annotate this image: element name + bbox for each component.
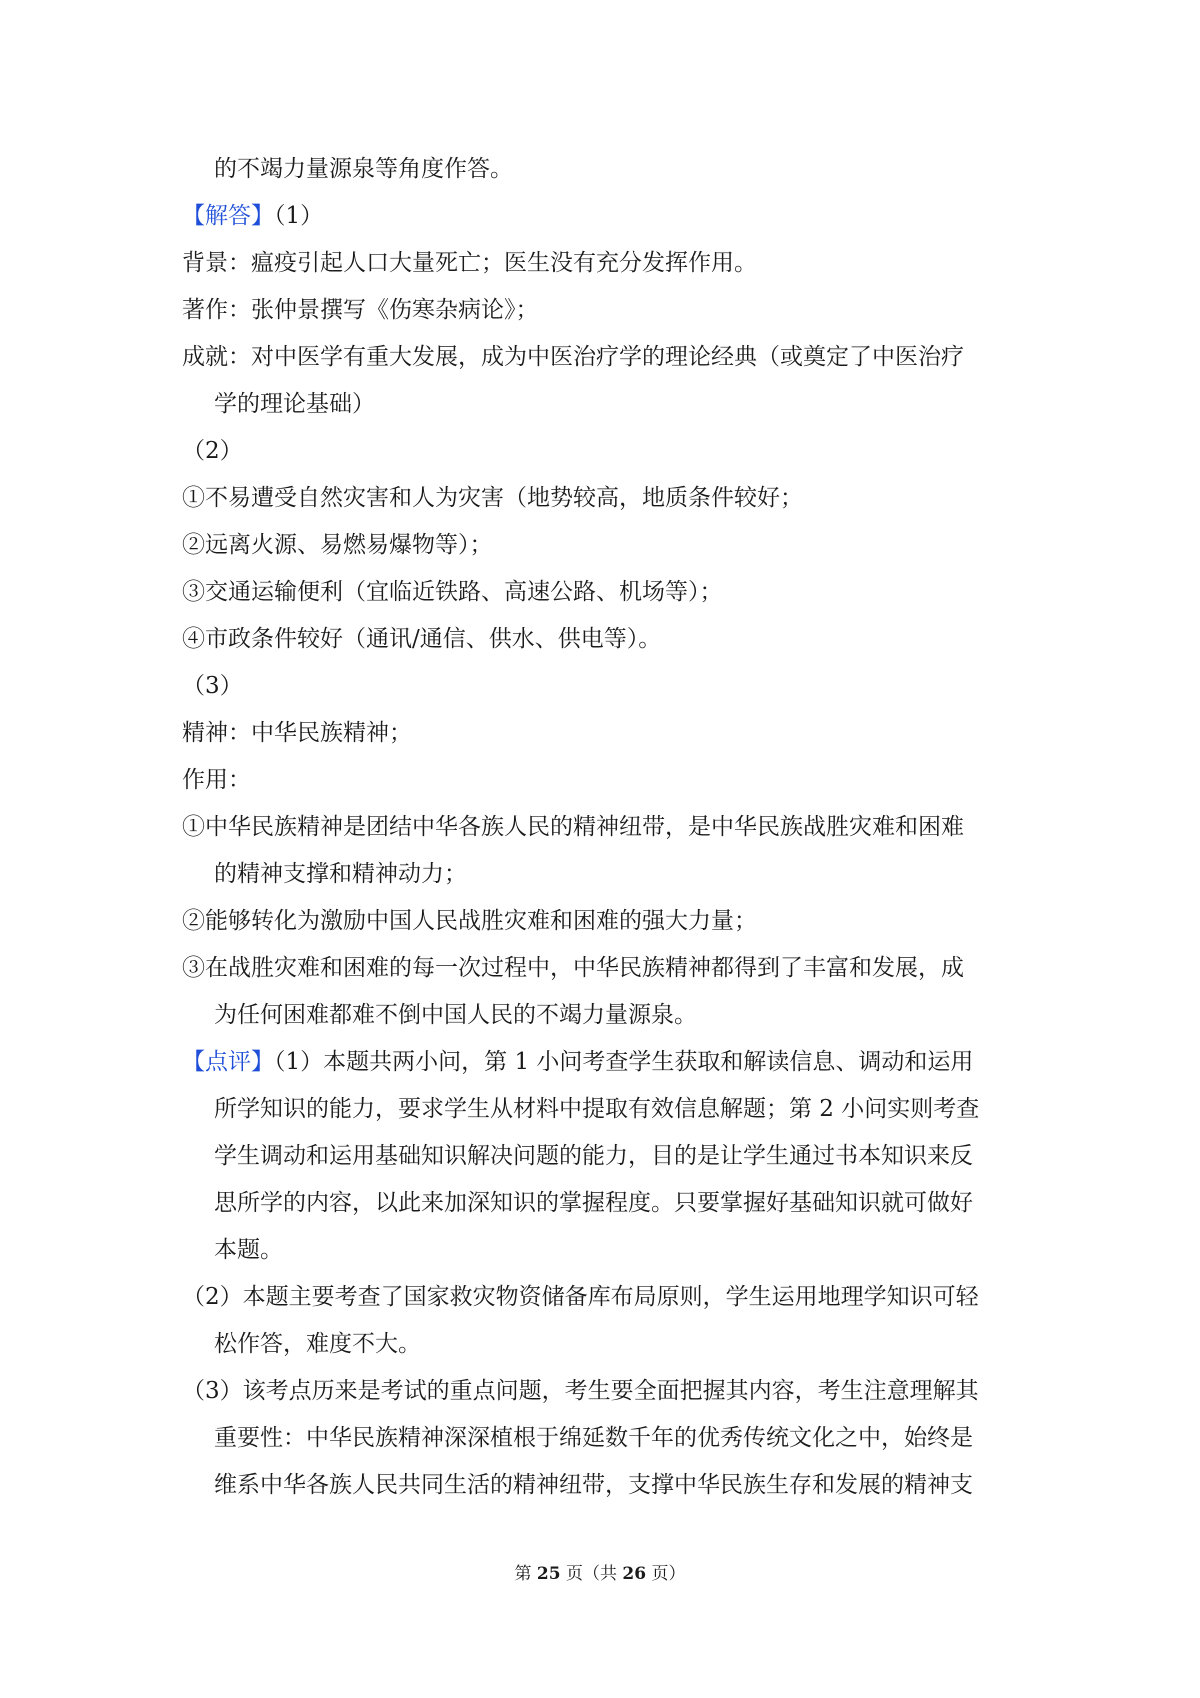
text-line: 的精神支撑和精神动力； bbox=[214, 861, 467, 887]
list-item: ③在战胜灾难和困难的每一次过程中，中华民族精神都得到了丰富和发展，成 bbox=[182, 955, 964, 981]
footer-middle: 页（共 bbox=[560, 1564, 623, 1584]
text-line: 本题。 bbox=[214, 1237, 283, 1263]
text-line: 为任何困难都难不倒中国人民的不竭力量源泉。 bbox=[214, 1002, 697, 1028]
list-item: ①中华民族精神是团结中华各族人民的精神纽带，是中华民族战胜灾难和困难 bbox=[182, 814, 964, 840]
text-line: 学生调动和运用基础知识解决问题的能力，目的是让学生通过书本知识来反 bbox=[214, 1143, 973, 1169]
footer-suffix: 页） bbox=[646, 1564, 686, 1584]
answer-heading-line bbox=[182, 193, 1032, 240]
comment-tag: 【点评】 bbox=[182, 1049, 274, 1075]
text-line: 的不竭力量源泉等角度作答。 bbox=[214, 156, 513, 182]
text-line: 背景：瘟疫引起人口大量死亡；医生没有充分发挥作用。 bbox=[182, 250, 757, 276]
part-label: （3） bbox=[182, 673, 243, 699]
page-content bbox=[182, 146, 1032, 1509]
text-line: 作用： bbox=[182, 767, 251, 793]
list-item: ④市政条件较好（通讯/通信、供水、供电等）。 bbox=[182, 626, 662, 652]
current-page-number: 25 bbox=[536, 1564, 561, 1584]
text-line: 维系中华各族人民共同生活的精神纽带，支撑中华民族生存和发展的精神支 bbox=[214, 1472, 973, 1498]
text-line: 重要性：中华民族精神深深植根于绵延数千年的优秀传统文化之中，始终是 bbox=[214, 1425, 973, 1451]
text-line: （2）本题主要考查了国家救灾物资储备库布局原则，学生运用地理学知识可轻 bbox=[182, 1284, 979, 1310]
answer-part-label: （1） bbox=[274, 203, 324, 229]
list-item: ①不易遭受自然灾害和人为灾害（地势较高，地质条件较好； bbox=[182, 485, 803, 511]
page-footer bbox=[0, 1562, 1200, 1586]
comment-heading-line bbox=[182, 1039, 1032, 1086]
footer-prefix: 第 bbox=[514, 1564, 537, 1584]
list-item: ③交通运输便利（宜临近铁路、高速公路、机场等）； bbox=[182, 579, 723, 605]
text-line: 著作：张仲景撰写《伤寒杂病论》； bbox=[182, 297, 539, 323]
text-line: （3）该考点历来是考试的重点问题，考生要全面把握其内容，考生注意理解其 bbox=[182, 1378, 979, 1404]
text-line: 精神：中华民族精神； bbox=[182, 720, 412, 746]
text-line: 松作答，难度不大。 bbox=[214, 1331, 421, 1357]
part-label: （2） bbox=[182, 438, 243, 464]
total-page-number: 26 bbox=[622, 1564, 647, 1584]
text-line: 成就：对中医学有重大发展，成为中医治疗学的理论经典（或奠定了中医治疗 bbox=[182, 344, 964, 370]
answer-tag: 【解答】 bbox=[182, 203, 274, 229]
text-line: 思所学的内容，以此来加深知识的掌握程度。只要掌握好基础知识就可做好 bbox=[214, 1190, 973, 1216]
comment-text: （1）本题共两小问，第 1 小问考查学生获取和解读信息、调动和运用 bbox=[274, 1049, 974, 1075]
text-line: 所学知识的能力，要求学生从材料中提取有效信息解题；第 2 小问实则考查 bbox=[214, 1096, 980, 1122]
list-item: ②能够转化为激励中国人民战胜灾难和困难的强大力量； bbox=[182, 908, 757, 934]
text-line: 学的理论基础） bbox=[214, 391, 375, 417]
list-item: ②远离火源、易燃易爆物等）； bbox=[182, 532, 493, 558]
